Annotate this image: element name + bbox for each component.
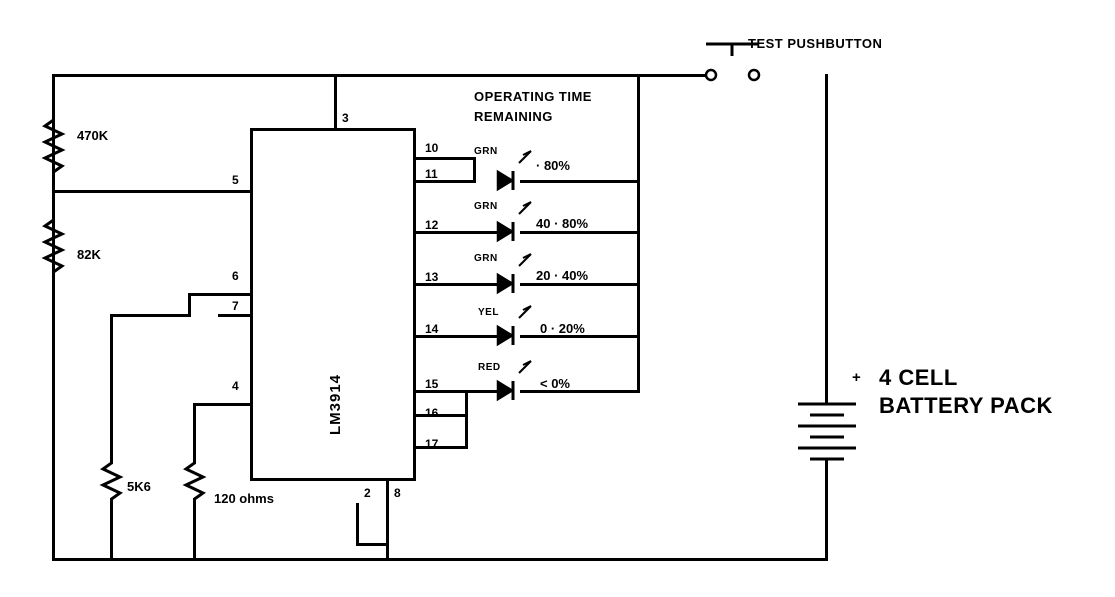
wire-pin3-riser — [334, 74, 337, 128]
led-color-label-4: YEL — [478, 307, 499, 318]
wire-pin2-bottom — [356, 543, 388, 546]
wire-pin4-horizontal — [193, 403, 251, 406]
led-symbol-2 — [498, 202, 531, 241]
pin-label-6: 6 — [232, 269, 239, 283]
pin-label-8: 8 — [394, 486, 401, 500]
battery-plus-label: + — [852, 369, 861, 386]
led-symbol-3 — [498, 254, 531, 293]
battery-symbol — [798, 404, 856, 559]
wire-led5-anode — [520, 390, 640, 393]
label-operating-time: OPERATING TIME — [474, 89, 592, 104]
led-color-label-5: RED — [478, 362, 501, 373]
wire-left-outer-vertical — [52, 74, 55, 561]
wire-pin7-riser — [188, 293, 191, 317]
wire-pin1617-join — [465, 390, 468, 449]
wire-pin2-stub — [356, 503, 359, 545]
wire-bottom-rail — [52, 558, 828, 561]
wire-led-bus-vertical — [637, 74, 640, 393]
led-color-label-1: GRN — [474, 146, 498, 157]
led-percent-label-2: 40 · 80% — [536, 216, 589, 231]
wire-pin5-branch — [55, 190, 253, 193]
pin-label-16: 16 — [425, 406, 439, 420]
wire-pin10-stub — [416, 157, 476, 160]
wire-led2-anode — [520, 231, 640, 234]
pin-label-3: 3 — [342, 111, 349, 125]
pin-label-7: 7 — [232, 299, 239, 313]
pin-label-4: 4 — [232, 379, 239, 393]
wire-led3-anode — [520, 283, 640, 286]
wire-120ohm-top — [193, 403, 196, 459]
wire-pin8-stub — [386, 481, 389, 560]
label-remaining: REMAINING — [474, 109, 553, 124]
wire-pin16-stub — [416, 414, 468, 417]
led-symbol-4 — [498, 306, 531, 345]
ic-lm3914-label: LM3914 — [327, 373, 344, 435]
battery-label-line1: 4 CELL — [879, 365, 958, 390]
label-test-pushbutton: TEST PUSHBUTTON — [748, 36, 883, 51]
pin-label-2: 2 — [364, 486, 371, 500]
wire-pin6-stub — [188, 293, 251, 296]
pin-label-15: 15 — [425, 377, 439, 391]
wire-top-rail — [52, 74, 712, 77]
resistor-5k6-symbol — [103, 457, 120, 503]
wire-5k6-bottom — [110, 500, 113, 560]
led-symbol-1 — [498, 151, 531, 190]
pin-label-10: 10 — [425, 141, 439, 155]
wire-pin7-horizontal — [110, 314, 190, 317]
wire-5k6-top — [110, 314, 113, 459]
label-resistor-470k: 470K — [77, 128, 109, 143]
wire-120ohm-bottom — [193, 500, 196, 560]
battery-label-line2: BATTERY PACK — [879, 393, 1053, 418]
label-resistor-82k: 82K — [77, 247, 101, 262]
pin-label-17: 17 — [425, 437, 439, 451]
pin-label-5: 5 — [232, 173, 239, 187]
wire-led1-anode — [520, 180, 640, 183]
pin-label-12: 12 — [425, 218, 439, 232]
led-color-label-3: GRN — [474, 253, 498, 264]
led-color-label-2: GRN — [474, 201, 498, 212]
label-resistor-5k6: 5K6 — [127, 479, 151, 494]
wire-pin7-stub — [218, 314, 251, 317]
pin-label-14: 14 — [425, 322, 439, 336]
led-percent-label-1: · 80% — [536, 158, 570, 173]
led-percent-label-4: 0 · 20% — [540, 321, 585, 336]
resistor-120ohms-symbol — [186, 457, 203, 503]
label-resistor-120ohms: 120 ohms — [214, 491, 274, 506]
led-symbol-5 — [498, 361, 531, 400]
led-percent-label-3: 20 · 40% — [536, 268, 589, 283]
pin-label-11: 11 — [425, 167, 438, 181]
wire-right-outer-vertical — [825, 74, 828, 404]
led-percent-label-5: < 0% — [540, 376, 570, 391]
pin-label-13: 13 — [425, 270, 439, 284]
wire-pin1011-join — [473, 157, 476, 183]
wire-pin17-stub — [416, 446, 468, 449]
